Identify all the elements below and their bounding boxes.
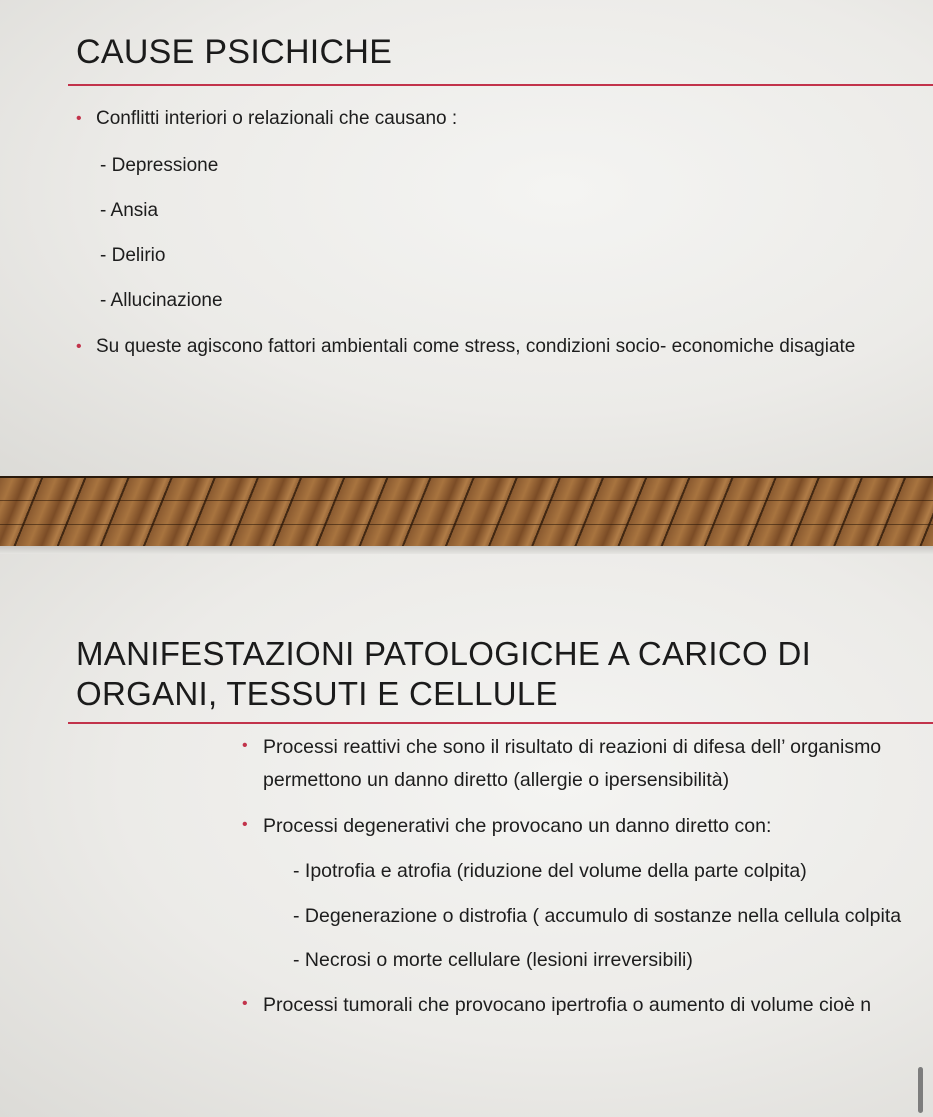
list-item-text: - Necrosi o morte cellulare (lesioni irreversibili): [293, 949, 693, 971]
list-item-text: Processi degenerativi che provocano un danno diretto con:: [263, 815, 772, 837]
wood-floor-divider: [0, 476, 933, 548]
slide-title: [76, 634, 896, 714]
list-item: [0, 858, 933, 888]
list-item-text: - Depressione: [100, 155, 219, 176]
list-item-text-continued: permettono un danno diretto (allergie o ipersensibilità): [263, 769, 730, 791]
list-item: [0, 947, 933, 977]
list-item-text: Processi reattivi che sono il risultato di reazioni di difesa dell’ organismo: [263, 736, 882, 758]
list-item: [0, 903, 933, 933]
slide-manifestazioni-patologiche: [0, 554, 933, 1117]
list-item: [0, 336, 933, 366]
list-item: [0, 155, 933, 185]
slide-title: CAUSE PSICHICHE: [76, 33, 393, 71]
list-item-text: - Delirio: [100, 245, 166, 266]
slide-title-line-2: ORGANI, TESSUTI E CELLULE: [76, 675, 558, 712]
slide-gap: [0, 546, 933, 554]
list-item-text: - Ipotrofia e atrofia (riduzione del volume della parte colpita): [293, 860, 807, 882]
list-item: [0, 992, 933, 1022]
list-item-text: - Ansia: [100, 200, 159, 221]
bullet-dot-icon: •: [242, 737, 248, 754]
list-item-text: Conflitti interiori o relazionali che causano :: [96, 108, 458, 129]
list-item: [0, 200, 933, 230]
bullet-dot-icon: •: [242, 995, 248, 1012]
list-item: [0, 813, 933, 843]
title-underline: [68, 722, 933, 724]
list-item: [0, 290, 933, 320]
list-item-text: Su queste agiscono fattori ambientali come stress, condizioni socio- economiche disagiate: [96, 336, 856, 357]
bullet-dot-icon: •: [76, 110, 82, 127]
bullet-dot-icon: •: [76, 338, 82, 355]
list-item-text: - Degenerazione o distrofia ( accumulo di sostanze nella cellula colpita: [293, 905, 902, 927]
slide-cause-psichiche: [0, 0, 933, 476]
floor-seam: [0, 524, 933, 525]
slide-title-line-1: MANIFESTAZIONI PATOLOGICHE A CARICO DI: [76, 635, 812, 672]
list-item: [0, 108, 933, 138]
list-item-text: - Allucinazione: [100, 290, 223, 311]
list-item-text: Processi tumorali che provocano ipertrofia o aumento di volume cioè n: [263, 994, 872, 1016]
scrollbar-thumb[interactable]: [918, 1067, 923, 1113]
floor-seam: [0, 500, 933, 501]
list-item: [0, 245, 933, 275]
title-underline: [68, 84, 933, 86]
list-item: [0, 734, 933, 802]
bullet-dot-icon: •: [242, 816, 248, 833]
